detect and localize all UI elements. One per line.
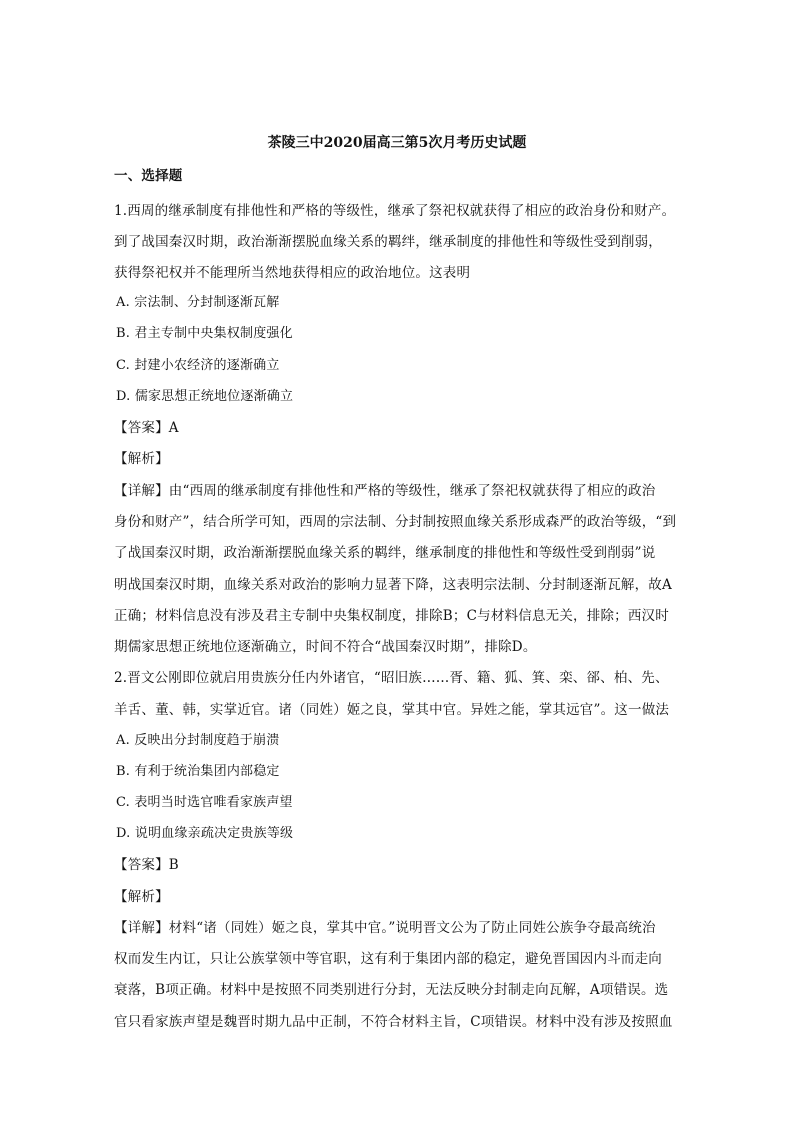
q2-analysis-label: 【解析】 (114, 889, 169, 905)
q2-detail-line: 衰落，B项正确。材料中是按照不同类别进行分封，无法反映分封制走向瓦解，A项错误。选 (114, 982, 669, 998)
q1-detail-line: 身份和财产”，结合所学可知，西周的宗法制、分封制按照血缘关系形成森严的政治等级，“到 (114, 514, 677, 530)
q1-detail-line: 【详解】由“西周的继承制度有排他性和严格的等级性，继承了祭祀权就获得了相应的政治 (114, 483, 656, 499)
q1-stem-line: 到了战国秦汉时期，政治渐渐摆脱血缘关系的羁绊，继承制度的排他性和等级性受到削弱， (114, 234, 662, 250)
q1-answer: 【答案】A (114, 420, 179, 436)
section-heading: 一、选择题 (114, 168, 183, 184)
q1-stem-line: 1.西周的继承制度有排他性和严格的等级性，继承了祭祀权就获得了相应的政治身份和财产。 (114, 203, 676, 219)
page-title: 茶陵三中2020届高三第5次月考历史试题 (267, 135, 527, 151)
q2-detail-line: 权而发生内讧，只让公族掌领中等官职，这有利于集团内部的稳定，避免晋国因内斗而走向 (114, 951, 662, 967)
q1-option-c: C. 封建小农经济的逐渐确立 (116, 358, 280, 373)
q2-answer: 【答案】B (114, 857, 179, 873)
q2-detail-line: 官只看家族声望是魏晋时期九品中正制，不符合材料主旨，C项错误。材料中没有涉及按照血 (114, 1014, 673, 1030)
q2-option-d: D. 说明血缘亲疏决定贵族等级 (116, 826, 294, 841)
q1-stem-line: 获得祭祀权并不能理所当然地获得相应的政治地位。这表明 (114, 265, 471, 281)
q1-detail-line: 期儒家思想正统地位逐渐确立，时间不符合“战国秦汉时期”，排除D。 (114, 639, 537, 655)
q1-option-a: A. 宗法制、分封制逐渐瓦解 (116, 295, 280, 310)
q2-detail-line: 【详解】材料“诸（同姓）姬之良，掌其中官。”说明晋文公为了防止同姓公族争夺最高统治 (114, 920, 656, 936)
q2-option-c: C. 表明当时选官唯看家族声望 (116, 795, 293, 810)
q1-analysis-label: 【解析】 (114, 451, 169, 467)
q1-detail-line: 明战国秦汉时期，血缘关系对政治的影响力显著下降，这表明宗法制、分封制逐渐瓦解，故A (114, 577, 672, 593)
q2-option-a: A. 反映出分封制度趋于崩溃 (116, 733, 280, 748)
q1-detail-line: 正确；材料信息没有涉及君主专制中央集权制度，排除B；C与材料信息无关，排除；西汉时 (114, 608, 669, 624)
q1-option-b: B. 君主专制中央集权制度强化 (116, 326, 293, 341)
q1-option-d: D. 儒家思想正统地位逐渐确立 (116, 389, 294, 404)
q2-option-b: B. 有利于统治集团内部稳定 (116, 764, 280, 779)
q1-detail-line: 了战国秦汉时期，政治渐渐摆脱血缘关系的羁绊，继承制度的排他性和等级性受到削弱”说 (114, 545, 656, 561)
q2-stem-line: 羊舌、董、韩，实掌近官。诸（同姓）姬之良，掌其中官。异姓之能，掌其远官”。这一做法 (114, 702, 670, 718)
q2-stem-line: 2.晋文公刚即位就启用贵族分任内外诸官，“昭旧族……胥、籍、狐、箕、栾、郤、柏、先、 (114, 670, 669, 686)
